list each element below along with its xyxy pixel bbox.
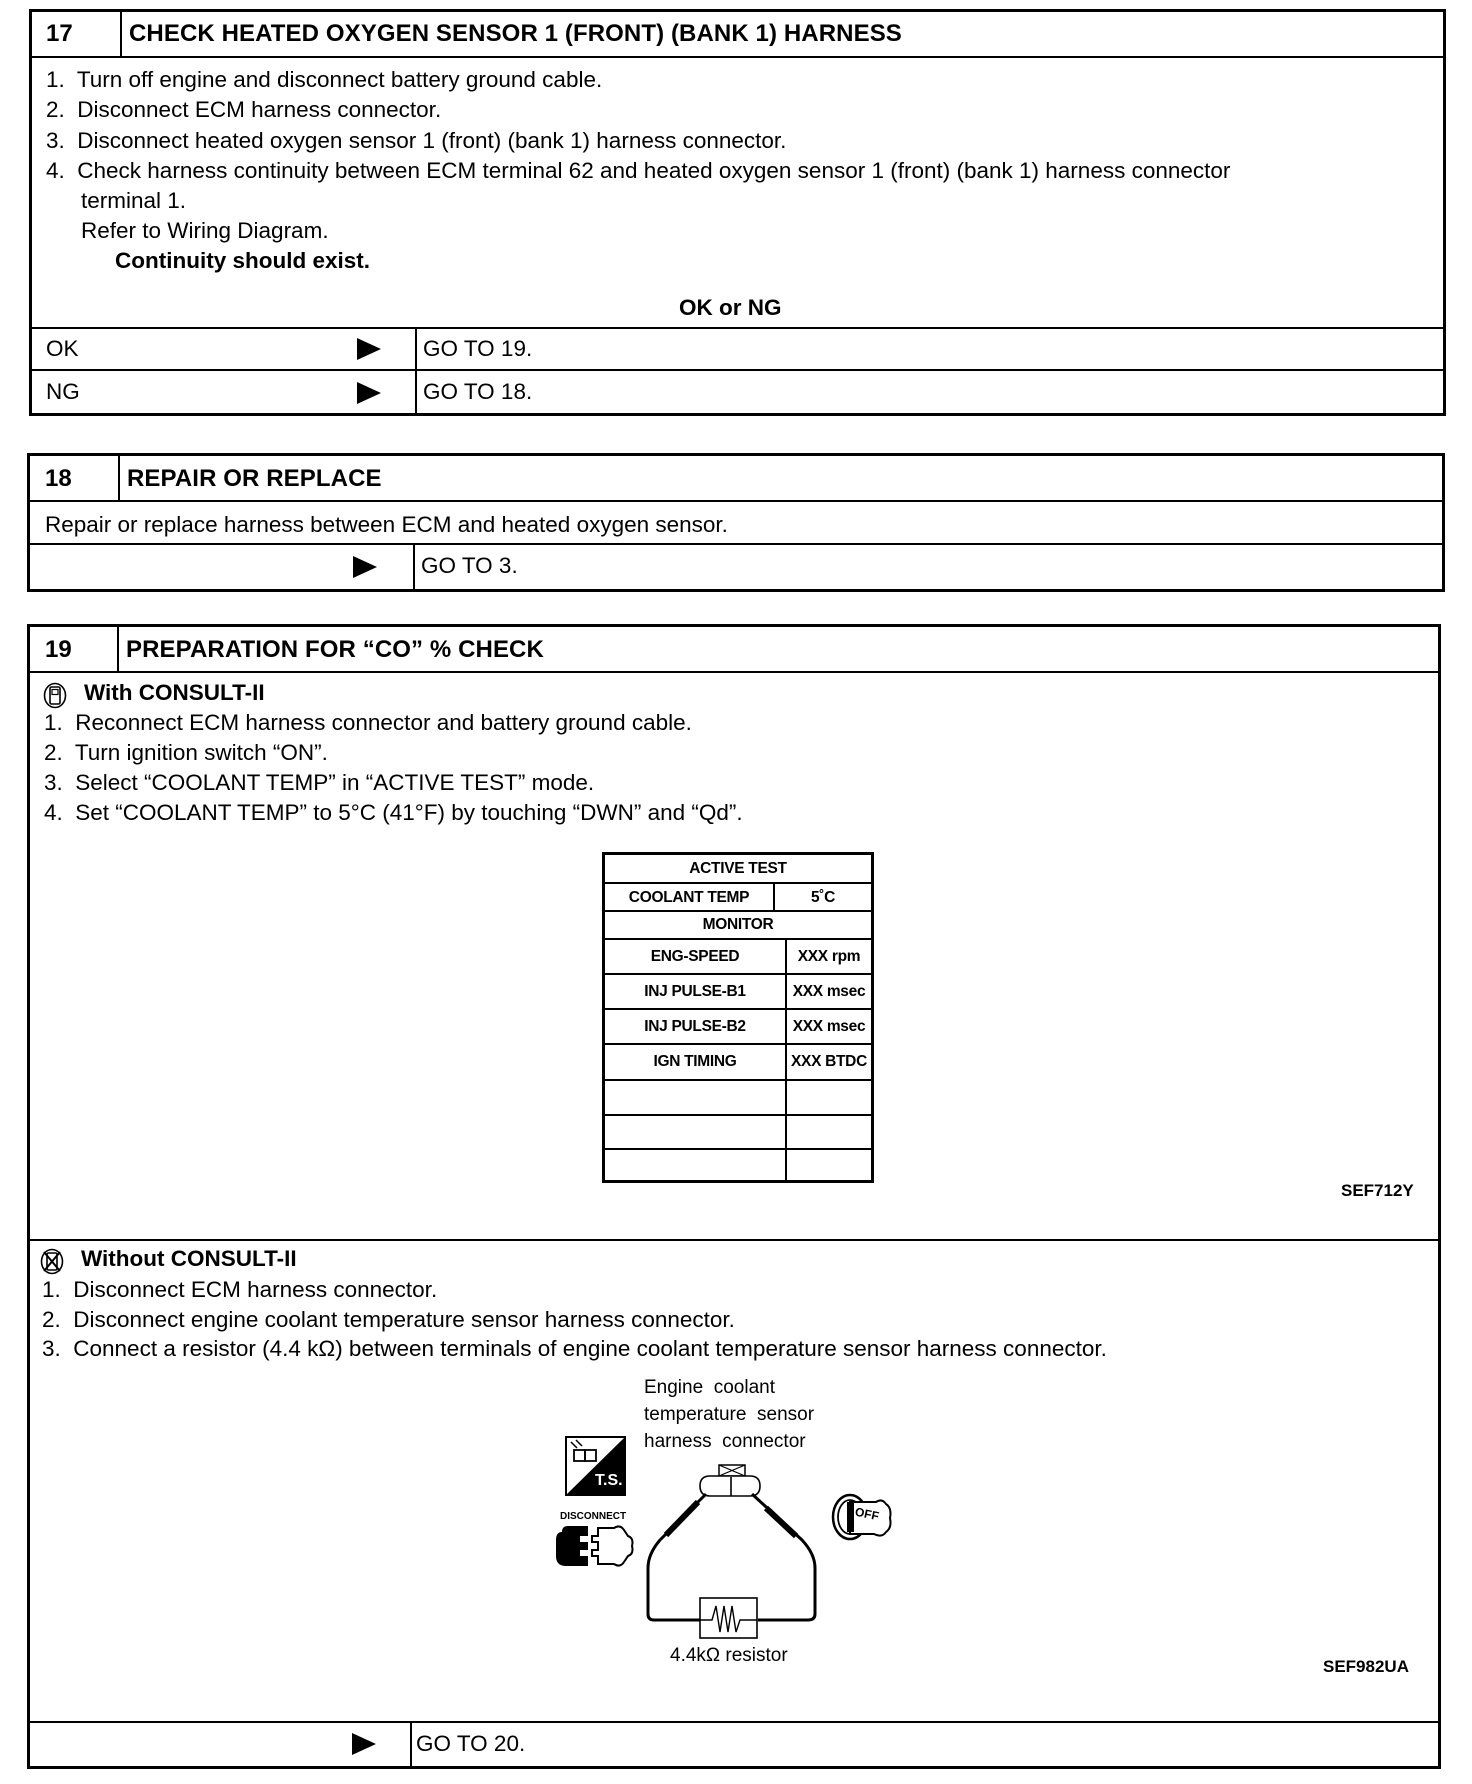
figure-id-sef712y: SEF712Y bbox=[1341, 1181, 1414, 1200]
section-18-header-divider bbox=[27, 500, 1445, 502]
section-17-result-prompt: OK or NG bbox=[679, 295, 782, 320]
monitor-row-name bbox=[605, 1150, 785, 1180]
section-19-number-divider bbox=[117, 624, 119, 672]
ignition-key-off-icon bbox=[830, 1492, 894, 1542]
section-18-body: Repair or replace harness between ECM and heated oxygen sensor. bbox=[45, 512, 728, 537]
section-17-wiring-ref: Refer to Wiring Diagram. bbox=[81, 218, 329, 243]
monitor-row-value bbox=[787, 1081, 871, 1114]
goto-19-link[interactable]: GO TO 19. bbox=[423, 336, 533, 361]
monitor-row-name bbox=[605, 1081, 785, 1114]
monitor-row-name bbox=[605, 1116, 785, 1148]
result-row-continue[interactable] bbox=[30, 1723, 1438, 1766]
arrow-right-icon bbox=[357, 382, 381, 404]
with-consult-step-2: 2. Turn ignition switch “ON”. bbox=[44, 740, 328, 765]
section-17-step-1: 1. Turn off engine and disconnect battery ground cable. bbox=[46, 67, 603, 92]
section-17-step-4: 4. Check harness continuity between ECM terminal 62 and heated oxygen sensor 1 (front) (bank 1) harness connector bbox=[46, 158, 1231, 183]
section-18-number: 18 bbox=[45, 465, 72, 492]
with-consult-heading: With CONSULT-II bbox=[84, 680, 265, 705]
without-consult-step-1: 1. Disconnect ECM harness connector. bbox=[42, 1277, 438, 1302]
goto-3-link[interactable]: GO TO 3. bbox=[421, 553, 518, 578]
result-label-ng: NG bbox=[46, 379, 80, 404]
arrow-right-icon bbox=[357, 338, 381, 360]
result-label-ok: OK bbox=[46, 336, 79, 361]
monitor-row-value bbox=[787, 1150, 871, 1180]
section-17-step-2: 2. Disconnect ECM harness connector. bbox=[46, 97, 442, 122]
monitor-title: MONITOR bbox=[702, 916, 774, 933]
coolant-temp-label: COOLANT TEMP bbox=[628, 888, 750, 906]
no-consult-icon bbox=[40, 1248, 64, 1275]
without-consult-step-3: 3. Connect a resistor (4.4 kΩ) between terminals of engine coolant temperature sensor harness connector. bbox=[42, 1336, 1107, 1361]
section-19-number: 19 bbox=[45, 636, 72, 663]
active-test-screen bbox=[602, 852, 874, 1183]
with-consult-step-1: 1. Reconnect ECM harness connector and battery ground cable. bbox=[44, 710, 692, 735]
goto-18-link[interactable]: GO TO 18. bbox=[423, 379, 533, 404]
monitor-row-value: XXX msec bbox=[792, 982, 866, 1000]
connector-label-line-3: harness connector bbox=[644, 1431, 806, 1452]
result-row-continue[interactable] bbox=[30, 545, 1442, 589]
goto-20-link[interactable]: GO TO 20. bbox=[416, 1731, 526, 1756]
monitor-row-name: IGN TIMING bbox=[653, 1052, 737, 1070]
resistor-label: 4.4kΩ resistor bbox=[670, 1645, 788, 1666]
section-17-header-divider bbox=[29, 56, 1446, 58]
section-18-title: REPAIR OR REPLACE bbox=[127, 465, 382, 492]
monitor-row-value bbox=[787, 1116, 871, 1148]
monitor-row-name: ENG-SPEED bbox=[650, 947, 740, 965]
monitor-row-name: INJ PULSE-B1 bbox=[644, 982, 746, 1000]
connector-label-line-1: Engine coolant bbox=[644, 1377, 775, 1398]
ts-label: T.S. bbox=[595, 1472, 623, 1489]
without-consult-step-2: 2. Disconnect engine coolant temperature sensor harness connector. bbox=[42, 1307, 735, 1332]
coolant-temp-value: 5˚C bbox=[810, 888, 836, 906]
result-row-ng[interactable] bbox=[32, 371, 1443, 413]
section-17-step-3: 3. Disconnect heated oxygen sensor 1 (front) (bank 1) harness connector. bbox=[46, 128, 787, 153]
section-19-title: PREPARATION FOR “CO” % CHECK bbox=[126, 636, 544, 663]
section-17-title: CHECK HEATED OXYGEN SENSOR 1 (FRONT) (BANK 1) HARNESS bbox=[129, 20, 902, 47]
active-test-title: ACTIVE TEST bbox=[689, 860, 787, 877]
resistor-connection-diagram bbox=[540, 1370, 920, 1680]
arrow-right-icon bbox=[353, 556, 377, 578]
consult-tool-icon bbox=[43, 682, 67, 709]
with-consult-step-4: 4. Set “COOLANT TEMP” to 5°C (41°F) by touching “DWN” and “Qd”. bbox=[44, 800, 743, 825]
section-18-number-divider bbox=[118, 453, 120, 501]
with-consult-step-3: 3. Select “COOLANT TEMP” in “ACTIVE TEST” mode. bbox=[44, 770, 595, 795]
disconnect-label: DISCONNECT bbox=[560, 1511, 627, 1522]
monitor-row-name: INJ PULSE-B2 bbox=[644, 1017, 746, 1035]
section-17-step-4-cont: terminal 1. bbox=[81, 188, 187, 213]
figure-id-sef982ua: SEF982UA bbox=[1323, 1657, 1409, 1676]
arrow-right-icon bbox=[352, 1733, 376, 1755]
monitor-row-value: XXX msec bbox=[792, 1017, 866, 1035]
section-17-number-divider bbox=[120, 9, 122, 57]
section-17-number: 17 bbox=[46, 20, 73, 47]
key-off-label: OFF bbox=[853, 1504, 881, 1524]
monitor-row-value: XXX rpm bbox=[797, 947, 861, 965]
result-row-ok[interactable] bbox=[32, 329, 1443, 369]
without-consult-heading: Without CONSULT-II bbox=[81, 1246, 297, 1271]
connector-label-line-2: temperature sensor bbox=[644, 1404, 815, 1425]
monitor-row-value: XXX BTDC bbox=[791, 1052, 867, 1070]
section-17-spec: Continuity should exist. bbox=[115, 248, 371, 273]
